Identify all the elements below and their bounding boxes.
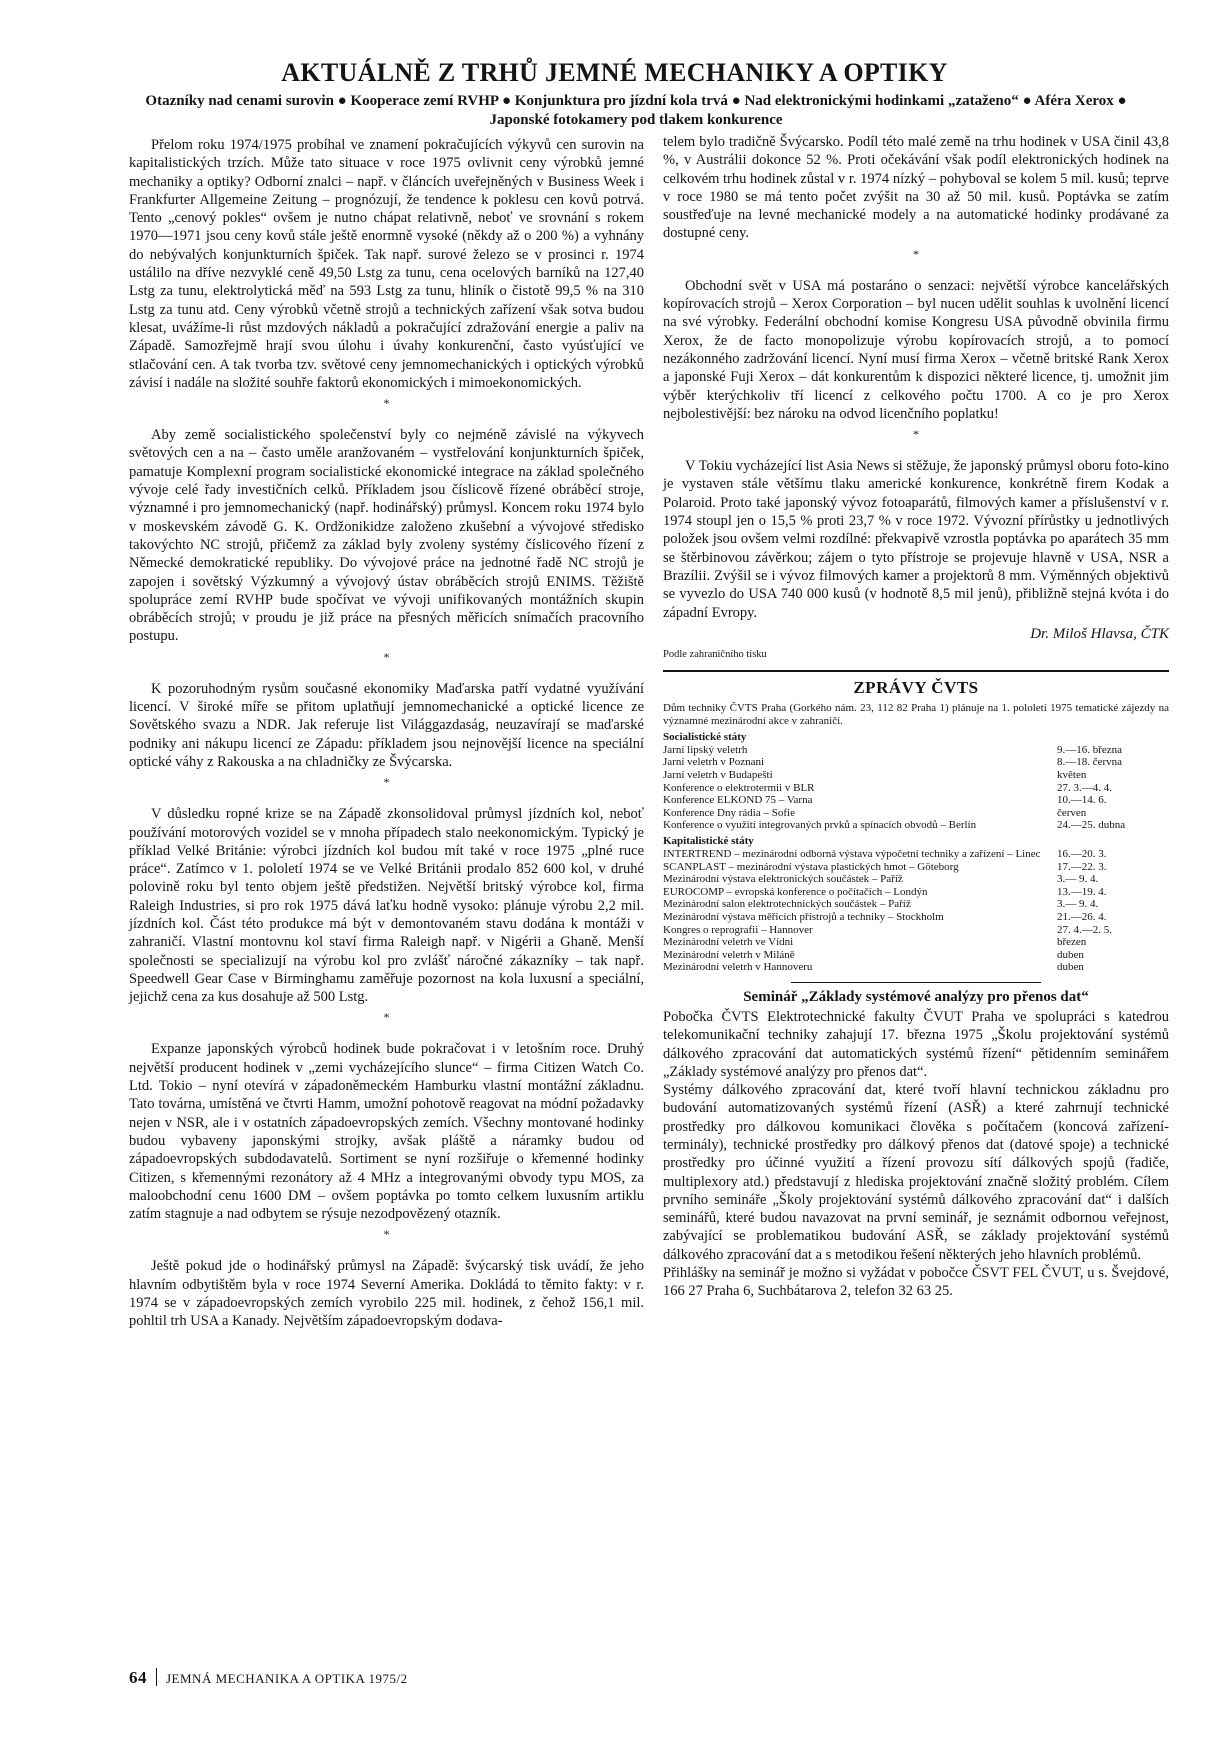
event-name: Mezinárodní veletrh v Hannoveru bbox=[663, 961, 813, 974]
event-name: SCANPLAST – mezinárodní výstava plastických hmot – Göteborg bbox=[663, 860, 959, 873]
page-title: AKTUÁLNĚ Z TRHŮ JEMNÉ MECHANIKY A OPTIKY bbox=[281, 58, 948, 87]
source-note: Podle zahraničního tisku bbox=[663, 648, 767, 660]
section-separator: * bbox=[383, 775, 390, 790]
article-paragraph: V Tokiu vycházející list Asia News si stěžuje, že japonský průmysl oboru foto-kino je vystaven stále většímu tlaku americké konkurence, konkrétně firem Kodak a Polaroid. Proto také japonský vývoz fotoaparátů, filmových kamer a příslušenství v r. 1974 stoupl jen o 15,5 % proti 23,7 % v roce 1972. Vývozní přírůstky u jednotlivých položek jsou ovšem velmi rozdílné: překvapivě vzrostla poptávka po aparátech 35 mm se štěrbinovou závěrkou; zájem o tyto přístroje se projevuje hlavně v USA, NSR a Brazílii. Zvýšil se i vývoz filmových kamer a projektorů 8 mm. Výměnných objektivů se vyvezlo do USA 740 000 kusů (v hodnotě 8,5 mil jenů), přibližně stejná kvóta i do západní Evropy. bbox=[663, 458, 1169, 621]
event-row bbox=[663, 744, 1169, 757]
event-name: INTERTREND – mezinárodní odborná výstava výpočetní techniky a zařízení – Linec bbox=[663, 847, 1041, 860]
seminar-paragraph: Pobočka ČVTS Elektrotechnické fakulty ČVUT Praha ve spolupráci s katedrou telekomunikační techniky zahajují 17. března 1975 „Školu projektování systémů dálkového zpracování dat automatických systémů řízení“ pětidenním seminářem „Základy systémové analýzy pro přenos dat“. bbox=[663, 1008, 1169, 1080]
section-separator: * bbox=[913, 246, 919, 261]
event-date: duben bbox=[1057, 961, 1084, 974]
event-row bbox=[663, 819, 1169, 832]
event-date: 27. 4.—2. 5. bbox=[1057, 923, 1112, 936]
news-box bbox=[663, 670, 1169, 974]
event-name: Mezinárodní salon elektrotechnických součástek – Paříž bbox=[663, 898, 911, 911]
section-separator: * bbox=[383, 396, 390, 411]
journal-name: JEMNÁ MECHANIKA A OPTIKA 1975/2 bbox=[166, 1671, 408, 1686]
event-date: 27. 3.—4. 4. bbox=[1057, 781, 1112, 794]
event-row bbox=[663, 782, 1169, 795]
news-category-heading: Socialistické státy bbox=[663, 730, 747, 743]
divider bbox=[791, 982, 1041, 983]
event-row bbox=[663, 936, 1169, 949]
page-number: 64 bbox=[129, 1668, 147, 1687]
event-date: 21.—26. 4. bbox=[1057, 910, 1107, 923]
capitalist-events-table bbox=[663, 848, 1169, 974]
event-row bbox=[663, 961, 1169, 974]
article-paragraph: Obchodní svět v USA má postaráno o senzaci: největší výrobce kancelářských kopírovacích strojů – Xerox Corporation – byl nucen udělit souhlas k uvolnění licencí na své výrobky. Federální obchodní komise Kongresu USA původně obvinila firmu Xerox, že de facto monopolizuje výrobu kopírovacích strojů, a to pomocí nezákonného zadržování licencí. Nyní musí firma Xerox – včetně britské Rank Xerox a japonské Fuji Xerox – dát konkurentům k dispozici některé licence, tj. umožnit jim výběr kterýchkoliv tří licencí z celkového počtu 1700. A co je pro Xerox nejbolestivější: bez nároku na odvod licenčního poplatku! bbox=[663, 277, 1169, 422]
event-name: Konference o využití integrovaných prvků a spínacích obvodů – Berlín bbox=[663, 819, 977, 832]
event-row bbox=[663, 886, 1169, 899]
event-row bbox=[663, 807, 1169, 820]
article-paragraph: K pozoruhodným rysům současné ekonomiky Maďarska patří vydatné využívání licencí. V široké míře se přitom uplatňují jemnomechanické a optické licence ze Sovětského svazu a NDR. Jak referuje list Világgazdaság, neuzavírají se maďarské podniky ani nákupu licencí ze Západu: příkladem jsou nejnovější licence na speciální optické váhy z Rakouska a na chladničky ze Švýcarska. bbox=[129, 680, 644, 770]
event-row bbox=[663, 848, 1169, 861]
article-author: Dr. Miloš Hlavsa, ČTK bbox=[1030, 625, 1169, 642]
section-separator: * bbox=[383, 1010, 390, 1025]
event-date: 24.—25. dubna bbox=[1057, 819, 1126, 832]
socialist-events-table bbox=[663, 744, 1169, 832]
article-paragraph: Přelom roku 1974/1975 probíhal ve znamení pokračujících výkyvů cen surovin na kapitalistických trzích. Může tato situace v roce 1975 ovlivnit ceny výrobků jemné mechaniky a optiky? Odborní znalci – např. v článcích uveřejněných v Business Week i Frankfurter Allgemeine Zeitung – prognózují, že tendence k poklesu cen kovů potrvá. Tento „cenový pokles“ ovšem je nutno chápat relativně, neboť ve srovnání s rokem 1970—1971 jsou ceny kovů stále ještě enormně vysoké (někdy až o 200 %) a vyhnány do nebývalých konjunkturních špiček. Tak např. surové železo se v prosinci r. 1974 ustálilo na dříve nezvyklé ceně 49,50 Lstg za tunu, cena ocelových barníků na 127,40 Lstg za tunu, elektrolytická měď na 593 Lstg za tunu, hliník o čistotě 99,5 % na 310 Lstg za tunu atd. Ceny výrobků včetně strojů a technických zařízení však sotva budou klesat, uvážíme-li růst mzdových nákladů a pokračující zdražování energie a paliv na Západě. Samozřejmě hrají svou úlohu i úvahy konkurenční, často vyúsťující ve stlačování cen. A tak tvorba tzv. světové ceny jemnomechanických i optických výrobků závisí i nadále na složité souhře faktorů ekonomických i mimoekonomických. bbox=[129, 137, 644, 391]
news-category-heading: Kapitalistické státy bbox=[663, 834, 754, 847]
right-column bbox=[663, 133, 1169, 1301]
section-separator: * bbox=[913, 427, 919, 442]
event-row bbox=[663, 794, 1169, 807]
divider bbox=[156, 1668, 157, 1686]
event-name: Kongres o reprografii – Hannover bbox=[663, 923, 813, 936]
event-date: březen bbox=[1057, 936, 1087, 949]
event-date: 9.—16. března bbox=[1057, 743, 1123, 756]
article-paragraph: Expanze japonských výrobců hodinek bude pokračovat i v letošním roce. Druhý největší producent hodinek v „zemi vycházejícího slunce“ – firma Citizen Watch Co. Ltd. Tokio – nyní otevírá v západoněmeckém Hamburku vlastní montážní základnu. Tato továrna, umístěná ve čtvrti Hamm, umožní pohotově reagovat na módní požadavky nejen v NSR, ale i v ostatních západoevropských zemích. Všechny montované hodinky budou vybaveny japonskými strojky, avšak pláště a náramky budou od západoevropských subdodavatelů. Sortiment se nyní rozšiřuje o křemenné hodinky Citizen, s křemennými rezonátory až 4 MHz a integrovanými obvody typu MOS, za maloobchodní cenu 1600 DM – ovšem poptávka po tomto celkem luxusním artiklu zatím stagnuje a nad odbytem se rýsuje nezodpovězený otazník. bbox=[129, 1041, 644, 1223]
news-title: ZPRÁVY ČVTS bbox=[853, 677, 979, 697]
event-name: Konference o elektrotermii v BLR bbox=[663, 781, 815, 794]
event-date: červen bbox=[1057, 806, 1087, 819]
event-name: Konference Dny rádia – Sofie bbox=[663, 806, 795, 819]
seminar-title: Seminář „Základy systémové analýzy pro přenos dat“ bbox=[743, 988, 1089, 1005]
event-row bbox=[663, 949, 1169, 962]
seminar-paragraph: Systémy dálkového zpracování dat, které tvoří hlavní technickou základnu pro budování automatizovaných systémů řízení (ASŘ) a které zahrnují technické prostředky pro dálkovou komunikaci člověka s počítačem (koncová zařízení-terminály), technické prostředky pro dálkový přenos dat (datové spoje) a technické prostředky pro účinné využití a řízení provozu sítí dálkových spojů (řadiče, multiplexory atd.) představují z hlediska projektování značně složitý problém. Cílem prvního semináře „Školy projektování systémů dálkového zpracování dat“ i dalších seminářů, které budou navazovat na první seminář, je seznámit odbornou veřejnost, zabývající se problematikou budování ASŘ, se základy projektování systémů dálkového zpracování dat a s metodikou řešení některých jeho hlavních problémů. bbox=[663, 1082, 1169, 1263]
article-paragraph: V důsledku ropné krize se na Západě zkonsolidoval průmysl jízdních kol, neboť používání motorových vozidel se v mnoha případech stalo neekonomickým. Typický je příklad Velké Británie: výrobci jízdních kol budou mít také v roce 1975 „plné ruce práce“. Zatímco v 1. pololetí 1974 se ve Velké Británii prodalo 852 600 kol, v druhé polovině roku byl tento objem ještě předstižen. Největší britský výrobce kol, firma Raleigh Industries, si pro rok 1975 dává laťku hodně vysoko: plánuje výrobu 2,2 mil. jízdních kol. Část této produkce má být v demontovaném stavu dodána k montáži v zahraničí. Vlastní montovnu kol staví firma Raleigh např. v Nigérii a Ghaně. Menší společnosti se specializují na výrobu kol pro zvlášť náročné zákazníky – tak např. Speedwell Gear Case v Birminghamu zaměřuje pozornost na kola luxusní a speciální, jejichž cena za kus dosahuje až 500 Lstg. bbox=[129, 806, 644, 1006]
event-row bbox=[663, 898, 1169, 911]
event-name: Jarní veletrh v Poznani bbox=[663, 756, 765, 769]
event-name: Mezinárodní veletrh v Miláně bbox=[663, 948, 795, 961]
left-column bbox=[129, 136, 644, 1331]
event-date: 13.—19. 4. bbox=[1057, 885, 1107, 898]
section-separator: * bbox=[383, 649, 390, 664]
event-date: duben bbox=[1057, 948, 1084, 961]
event-name: Jarní lipský veletrh bbox=[663, 743, 748, 756]
event-date: květen bbox=[1057, 769, 1087, 782]
news-intro: Dům techniky ČVTS Praha (Gorkého nám. 23, 112 82 Praha 1) plánuje na 1. pololetí 1975 tematické zájezdy na významné mezinárodní akce v zahraničí. bbox=[663, 701, 1169, 727]
page-footer bbox=[129, 1668, 408, 1688]
event-date: 8.—18. června bbox=[1057, 756, 1123, 769]
event-name: Mezinárodní výstava elektronických součástek – Paříž bbox=[663, 873, 903, 886]
event-date: 16.—20. 3. bbox=[1057, 847, 1107, 860]
event-date: 10.—14. 6. bbox=[1057, 794, 1107, 807]
event-date: 17.—22. 3. bbox=[1057, 860, 1107, 873]
event-row bbox=[663, 756, 1169, 769]
event-row bbox=[663, 861, 1169, 874]
event-date: 3.— 9. 4. bbox=[1057, 898, 1099, 911]
article-paragraph: Ještě pokud jde o hodinářský průmysl na Západě: švýcarský tisk uvádí, že jeho hlavním odbytištěm byla v roce 1974 Severní Amerika. Dokládá to těmito fakty: v r. 1974 se v západoevropských zemích vyrobilo 225 mil. hodinek, z čehož 156,1 mil. pohltil trh USA a Kanady. Největším západoevropským dodava- bbox=[129, 1258, 644, 1330]
seminar-paragraph: Přihlášky na seminář je možno si vyžádat v pobočce ČSVT FEL ČVUT, u s. Švejdové, 166 27 Praha 6, Suchbátarova 2, telefon 32 63 25. bbox=[663, 1265, 1169, 1300]
article-subtitle: Otazníky nad cenami surovin ● Kooperace zemí RVHP ● Konjunktura pro jízdní kola trvá ● Nad elektronickými hodinkami „zataženo“ ● Aféra Xerox ● Japonské fotokamery pod tlakem konkurence bbox=[145, 93, 1127, 128]
article-paragraph: Aby země socialistického společenství byly co nejméně závislé na výkyvech světových cen a na – často uměle aranžovaném – vystřelování konjunkturních špiček, pamatuje Komplexní program socialistické ekonomické integrace na základ společného vývoje celé řady investičních celků. Příkladem jsou číslicově řízené obráběcí stroje, významné i pro jemnomechanický (např. hodinářský) průmysl. Koncem roku 1974 bylo v moskevském závodě G. K. Ordžonikidze založeno zkušební a vývojové středisko takovýchto NC strojů, přičemž za základ byly zvoleny systémy číslicového řízení z Německé demokratické republiky. Do vývojové práce na jednotné řadě NC strojů je zapojen i sovětský Výzkumný a vývojový ústav obráběcích strojů ENIMS. Těžiště spolupráce zemí RVHP bude spočívat ve vývoji unifikovaných montážních skupin obráběcích strojů; v proudu je již práce na přesných měřicích snímačích pracovního postupu. bbox=[129, 427, 644, 645]
seminar-section bbox=[663, 989, 1169, 1301]
event-name: Konference ELKOND 75 – Varna bbox=[663, 794, 813, 807]
event-name: Jarní veletrh v Budapešti bbox=[663, 769, 773, 782]
event-date: 3.— 9. 4. bbox=[1057, 873, 1099, 886]
event-row bbox=[663, 911, 1169, 924]
event-name: Mezinárodní výstava měřicích přístrojů a techniky – Stockholm bbox=[663, 910, 944, 923]
event-row bbox=[663, 769, 1169, 782]
section-separator: * bbox=[383, 1227, 390, 1242]
event-name: Mezinárodní veletrh ve Vídni bbox=[663, 936, 794, 949]
event-row bbox=[663, 924, 1169, 937]
event-row bbox=[663, 873, 1169, 886]
article-paragraph: telem bylo tradičně Švýcarsko. Podíl této malé země na trhu hodinek v USA činil 43,8 %, v Austrálii dokonce 52 %. Proti očekávání však podíl elektronických hodinek na celkovém trhu hodinek zůstal v r. 1974 nízký – pohyboval se kolem 5 mil. kusů; teprve v roce 1980 se má tento počet zvýšit na 30 až 50 mil. kusů. Poptávka se zatím soustřeďuje na levné mechanické modely a na automatické hodinky prodávané za dostupné ceny. bbox=[663, 134, 1169, 242]
event-name: EUROCOMP – evropská konference o počítačích – Londýn bbox=[663, 885, 928, 898]
